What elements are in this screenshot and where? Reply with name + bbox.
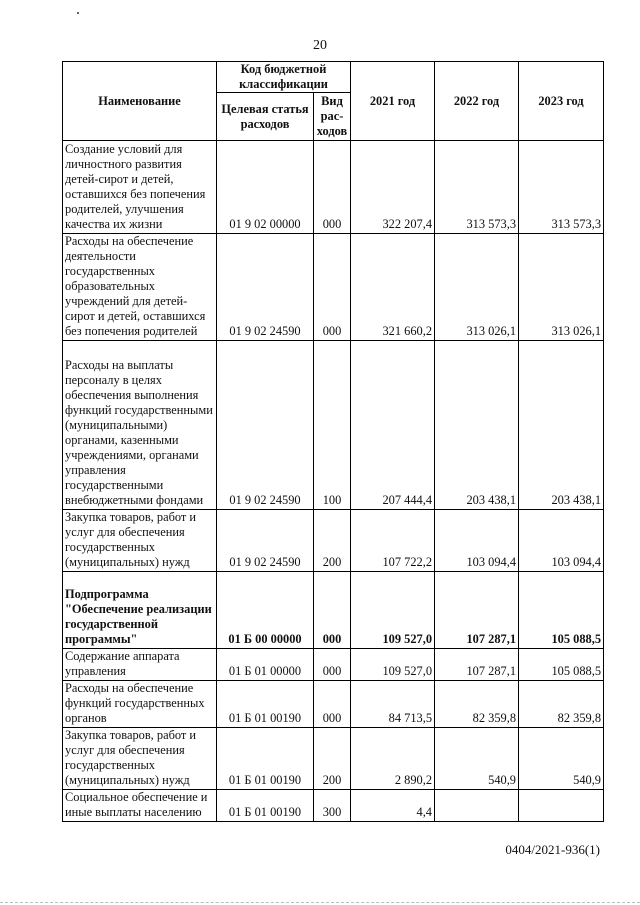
table-row (63, 681, 604, 728)
row-expense-type: 100 (314, 341, 351, 510)
row-expense-type: 300 (314, 790, 351, 822)
row-name: Подпрограмма "Обеспечение реализации государственной программы" (63, 572, 217, 649)
header-year-2023: 2023 год (519, 62, 604, 141)
row-value-2023: 103 094,4 (519, 510, 604, 572)
row-value-2023: 540,9 (519, 728, 604, 790)
row-value-2022: 313 026,1 (435, 234, 519, 341)
row-value-2023: 105 088,5 (519, 572, 604, 649)
row-value-2021: 4,4 (351, 790, 435, 822)
row-name: Закупка товаров, работ и услуг для обеспечения государственных (муниципальных) нужд (63, 510, 217, 572)
row-value-2021: 207 444,4 (351, 341, 435, 510)
row-value-2022 (435, 790, 519, 822)
row-target-code: 01 Б 00 00000 (217, 572, 314, 649)
row-name: Расходы на выплаты персоналу в целях обеспечения выполнения функций государственными (муниципальными) органами, казенными учреждениями, органами управления государственными внебюджетными фондами (63, 341, 217, 510)
row-value-2022: 107 287,1 (435, 649, 519, 681)
row-target-code: 01 9 02 24590 (217, 341, 314, 510)
table-row (63, 510, 604, 572)
row-value-2023: 82 359,8 (519, 681, 604, 728)
table-row (63, 341, 604, 510)
header-name: Наименование (63, 62, 217, 141)
row-expense-type: 000 (314, 572, 351, 649)
row-target-code: 01 Б 01 00190 (217, 728, 314, 790)
budget-table (62, 61, 604, 822)
row-value-2021: 84 713,5 (351, 681, 435, 728)
header-expense-type: Вид рас-ходов (314, 93, 351, 141)
row-value-2023: 105 088,5 (519, 649, 604, 681)
row-name: Содержание аппарата управления (63, 649, 217, 681)
table-row-subprogram (63, 572, 604, 649)
header-target-item: Целевая статья расходов (217, 93, 314, 141)
row-expense-type: 000 (314, 681, 351, 728)
row-target-code: 01 9 02 00000 (217, 141, 314, 234)
row-value-2021: 109 527,0 (351, 572, 435, 649)
row-value-2023: 313 573,3 (519, 141, 604, 234)
row-expense-type: 000 (314, 649, 351, 681)
row-value-2023: 313 026,1 (519, 234, 604, 341)
row-name: Расходы на обеспечение функций государственных органов (63, 681, 217, 728)
row-value-2022: 82 359,8 (435, 681, 519, 728)
page-bottom-edge (0, 902, 640, 903)
row-value-2022: 540,9 (435, 728, 519, 790)
row-value-2022: 203 438,1 (435, 341, 519, 510)
header-classification: Код бюджетной классификации (217, 62, 351, 93)
table-row (63, 728, 604, 790)
row-expense-type: 000 (314, 234, 351, 341)
row-name: Расходы на обеспечение деятельности государственных образовательных учреждений для детей-сирот и детей, оставшихся без попечения родителей (63, 234, 217, 341)
row-value-2023: 203 438,1 (519, 341, 604, 510)
table-row (63, 234, 604, 341)
table-row (63, 649, 604, 681)
row-value-2021: 107 722,2 (351, 510, 435, 572)
row-expense-type: 200 (314, 510, 351, 572)
row-target-code: 01 9 02 24590 (217, 234, 314, 341)
row-target-code: 01 Б 01 00000 (217, 649, 314, 681)
row-value-2023 (519, 790, 604, 822)
stray-dot-mark (77, 12, 79, 14)
header-year-2022: 2022 год (435, 62, 519, 141)
row-value-2021: 109 527,0 (351, 649, 435, 681)
header-year-2021: 2021 год (351, 62, 435, 141)
table-row (63, 141, 604, 234)
table-row (63, 790, 604, 822)
row-value-2021: 322 207,4 (351, 141, 435, 234)
row-expense-type: 000 (314, 141, 351, 234)
document-registration-code: 0404/2021-936(1) (505, 842, 600, 857)
row-target-code: 01 Б 01 00190 (217, 790, 314, 822)
row-value-2021: 321 660,2 (351, 234, 435, 341)
row-name: Социальное обеспечение и иные выплаты населению (63, 790, 217, 822)
row-value-2022: 313 573,3 (435, 141, 519, 234)
row-target-code: 01 Б 01 00190 (217, 681, 314, 728)
page-number: 20 (313, 38, 327, 53)
row-expense-type: 200 (314, 728, 351, 790)
row-value-2022: 103 094,4 (435, 510, 519, 572)
row-target-code: 01 9 02 24590 (217, 510, 314, 572)
row-name: Закупка товаров, работ и услуг для обеспечения государственных (муниципальных) нужд (63, 728, 217, 790)
row-name: Создание условий для личностного развития детей-сирот и детей, оставшихся без попечения родителей, улучшения качества их жизни (63, 141, 217, 234)
row-value-2022: 107 287,1 (435, 572, 519, 649)
row-value-2021: 2 890,2 (351, 728, 435, 790)
